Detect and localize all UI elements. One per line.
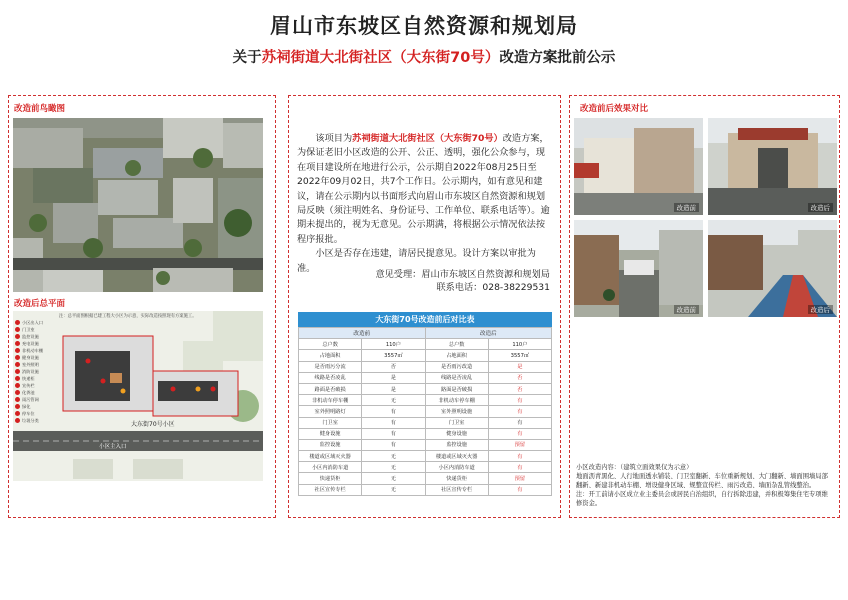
renovation-notes [576,463,834,508]
table-cell: 是否雨污改造 [425,361,488,372]
table-cell: 占地面积 [425,350,488,361]
right-panel [569,95,840,518]
page-title: 眉山市东坡区自然资源和规划局 [270,14,578,38]
table-row [299,383,552,394]
table-cell: 是 [362,383,425,394]
table-cell: 是 [488,361,551,372]
table-cell: 非机动车停车棚 [299,395,362,406]
table-cell: 社区宣传专栏 [299,484,362,495]
notes-title: 小区改造内容：（建筑立面效果仅为示意） [576,464,693,471]
before-header: 改造前 [299,328,426,339]
table-row [299,439,552,450]
table-row [299,372,552,383]
table-cell: 否 [488,383,551,394]
table-cell: 无 [362,395,425,406]
contact-phone: 联系电话：028-38229531 [436,282,550,293]
table-cell: 快递货柜 [299,473,362,484]
legend-item: 室外照明 [15,361,43,368]
table-cell: 3557㎡ [488,350,551,361]
legend-item: 垃圾分类 [15,417,43,424]
table-row [299,417,552,428]
table-cell: 室外照明路灯 [299,406,362,417]
table-cell: 路面是否破损 [299,383,362,394]
table-cell: 有 [362,439,425,450]
table-row [299,406,552,417]
table-cell: 否 [488,372,551,383]
after-header: 改造后 [425,328,552,339]
middle-panel [288,95,561,518]
table-cell: 健身设施 [299,428,362,439]
table-cell: 小区内消防车道 [425,462,488,473]
table-cell: 3557㎡ [362,350,425,361]
table-cell: 小区内消防车道 [299,462,362,473]
table-row [299,350,552,361]
photo-street-after [708,220,837,317]
table-cell: 楼道或区域灭火器 [299,451,362,462]
table-cell: 有 [488,428,551,439]
photo-street-before [574,220,703,317]
photo-gate-before [574,118,703,215]
table-cell: 110户 [362,339,425,350]
legend-item: 雨污管网 [15,396,43,403]
photo-before-tag: 改造前 [674,203,700,212]
table-row [299,395,552,406]
table-cell: 有 [362,406,425,417]
table-cell: 有 [362,417,425,428]
aerial-photo [13,118,263,292]
legend-item: 监控设施 [15,333,43,340]
photo-gate-after [708,118,837,215]
table-cell: 是否雨污分流 [299,361,362,372]
contact-receiver: 意见受理：眉山市东坡区自然资源和规划局 [375,269,550,280]
table-cell: 社区宣传专栏 [425,484,488,495]
legend-item: 充电设施 [15,340,43,347]
table-cell: 110户 [488,339,551,350]
table-cell: 有 [488,395,551,406]
table-row [299,473,552,484]
legend-item: 快递柜 [15,375,43,382]
aerial-label: 改造前鸟瞰图 [14,104,66,114]
table-cell: 监控设施 [425,439,488,450]
table-cell: 快递货柜 [425,473,488,484]
table-cell: 无 [362,473,425,484]
notes-footer: 注：开工前请小区成立业主委员会或居民自治组织，自行拆除违建，并积极筹集住宅专项维修资金。 [576,491,828,507]
table-cell: 健身设施 [425,428,488,439]
table-cell: 有 [488,451,551,462]
table-cell: 预留 [488,473,551,484]
effect-compare-label: 改造前后效果对比 [580,104,649,114]
photo-after-tag: 改造后 [808,203,834,212]
plan-legend [15,319,43,424]
plan-entrance-label: 小区主入口 [99,444,127,450]
table-cell: 有 [488,406,551,417]
table-cell: 总户数 [425,339,488,350]
table-cell: 线路是否凌乱 [425,372,488,383]
table-cell: 线路是否凌乱 [299,372,362,383]
legend-item: 化粪池 [15,389,43,396]
legend-item: 健身设施 [15,354,43,361]
legend-item: 非机动车棚 [15,347,43,354]
table-row [299,361,552,372]
table-cell: 有 [488,462,551,473]
table-cell: 非机动车停车棚 [425,395,488,406]
plan-note: 注：总平面图根据已建工程大小区为示意，实际改造按照现有方案施工。 [59,314,197,319]
table-cell: 监控设施 [299,439,362,450]
plan-area-label: 大东街70号小区 [131,421,175,428]
notice-text [297,132,552,276]
table-cell: 楼道或区域灭火器 [425,451,488,462]
table-row [299,484,552,495]
page-subtitle: 关于苏祠街道大北街社区（大东街70号）改造方案批前公示 [232,50,616,66]
table-cell: 否 [362,361,425,372]
table-cell: 有 [362,428,425,439]
legend-item: 宣传栏 [15,382,43,389]
table-cell: 无 [362,462,425,473]
table-cell: 有 [488,417,551,428]
legend-item: 消防设施 [15,368,43,375]
table-cell: 是 [362,372,425,383]
table-row [299,451,552,462]
contact-info [375,268,550,294]
table-row [299,428,552,439]
table-cell: 总户数 [299,339,362,350]
table-cell: 门卫室 [299,417,362,428]
table-cell: 预留 [488,439,551,450]
legend-item: 绿化 [15,403,43,410]
table-cell: 有 [488,484,551,495]
table-cell: 无 [362,484,425,495]
comparison-table [298,312,552,496]
photo-after-tag: 改造后 [808,305,834,314]
table-row [299,339,552,350]
plan-label: 改造后总平面 [14,299,66,309]
table-row [299,462,552,473]
photo-before-tag: 改造前 [674,305,700,314]
notes-body: 地面沥青黑化、人行地面透水铺装、门卫室翻新、车位重新规划、大门翻新、墙面围墙局部翻新、新建非机动车棚、增设健身区域、规整宣传栏、雨污改造、墙面杂乱管线整治。 [576,473,828,489]
table-cell: 门卫室 [425,417,488,428]
legend-item: 小区出入口 [15,319,43,326]
legend-item: 停车位 [15,410,43,417]
left-panel [8,95,276,518]
legend-item: 门卫室 [15,326,43,333]
notice-paragraph-2: 小区是否存在违建，请居民提意见。设计方案以审批为准。 [297,248,536,274]
site-plan [13,311,263,481]
comparison-title: 大东街70号改造前后对比表 [298,312,552,327]
table-cell: 占地面积 [299,350,362,361]
table-cell: 无 [362,451,425,462]
table-cell: 路面是否破损 [425,383,488,394]
table-cell: 室外照明设施 [425,406,488,417]
notice-paragraph-1: 该项目为苏祠街道大北街社区（大东街70号）改造方案，为保证老旧小区改造的公开、公正、透明，强化公众参与，现在项目建设所在地进行公示，公示期自2022年08月25日至2022年09月02日，共7个工作日。公示期内，如有意见和建议，请在公示期内以书面形式向眉山市东坡区自然资源和规划局反映（须注明姓名、身份证号、工作单位、联系电话等）。逾期未提出的，视为无意见。公示期满，将根据公示情况依法按程序报批。 [297,133,550,245]
